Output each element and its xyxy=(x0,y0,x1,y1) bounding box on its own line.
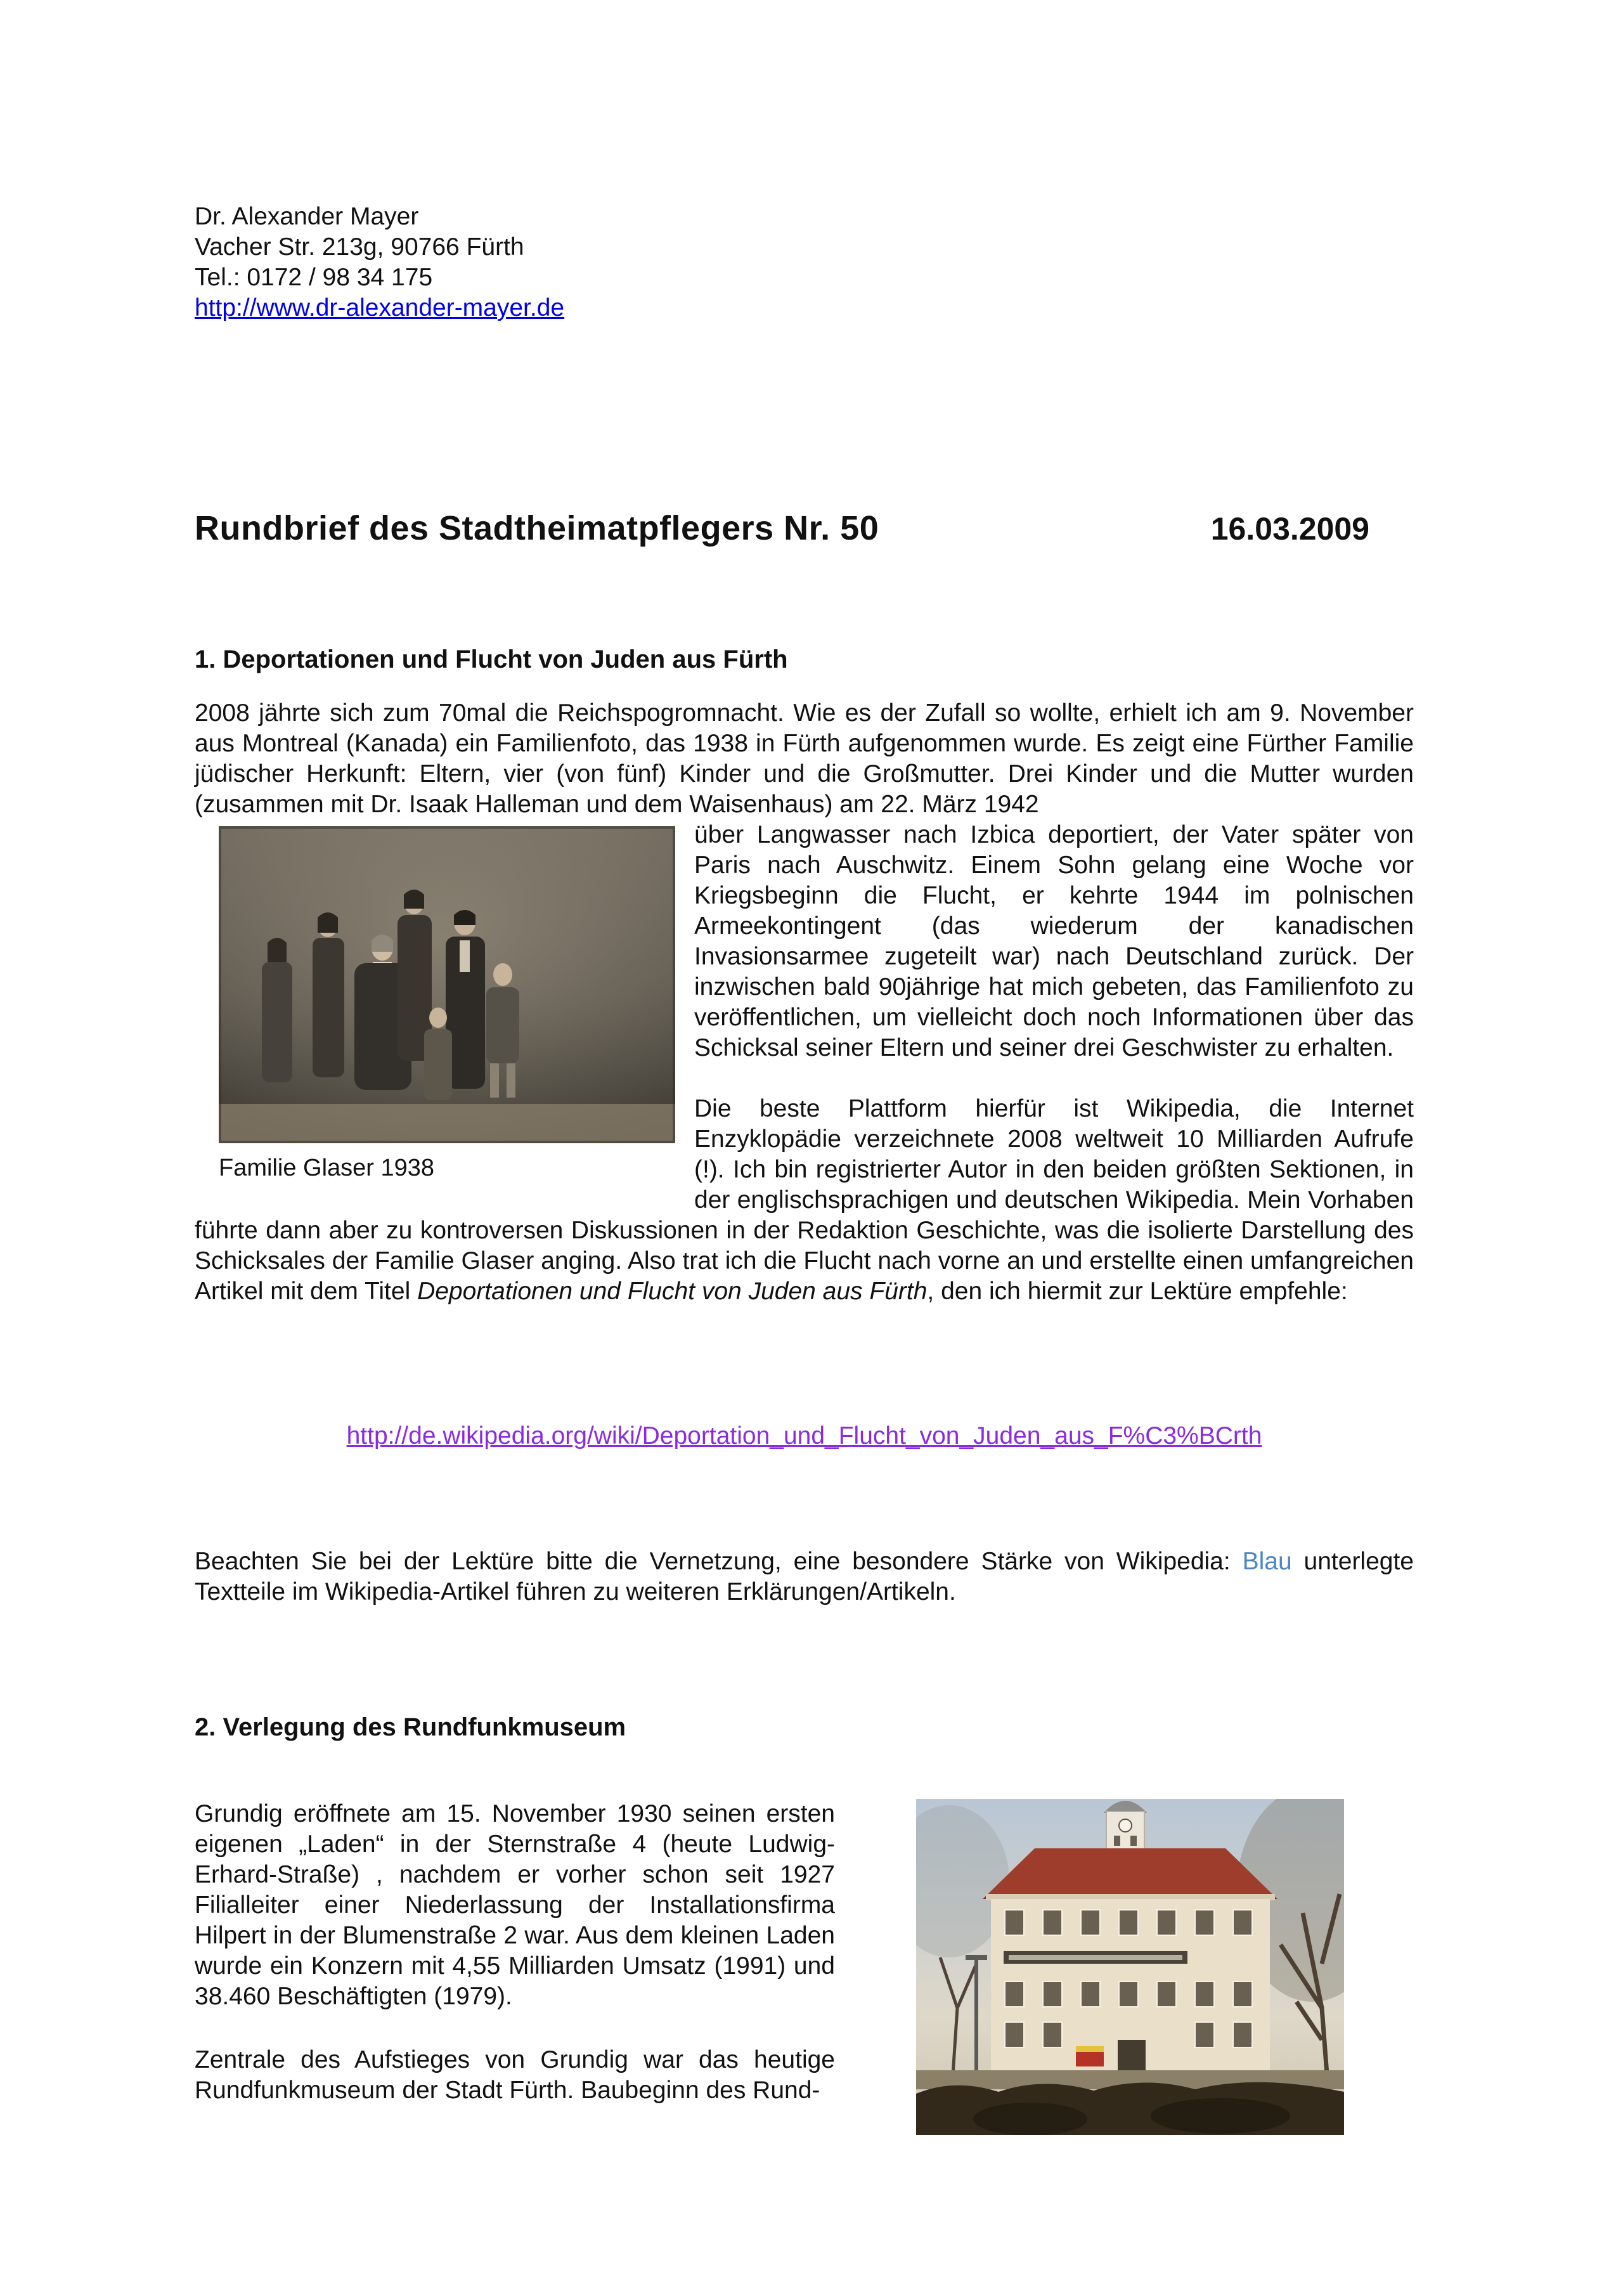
document-date: 16.03.2009 xyxy=(1210,510,1369,547)
section-rundfunkmuseum xyxy=(195,1712,1414,2135)
section2-columns xyxy=(195,1799,1414,2135)
section1-para4 xyxy=(195,1547,1414,1607)
sender-address: Vacher Str. 213g, 90766 Fürth xyxy=(195,233,524,261)
sender-block xyxy=(195,202,1414,323)
document-title: Rundbrief des Stadtheimatpflegers Nr. 50 xyxy=(195,509,879,547)
section1-para2: über Langwasser nach Izbica deportiert, der Vater später von Paris nach Auschwitz. Einem Sohn gelang eine Woche vor Kriegsbeginn die Flucht, er kehrte 1944 im polnischen Armeekontingent (das wiederum der kanadischen Invasionsarmee zugeteilt war) nach Deutschland zurück. Der inzwischen bald 90jährige hat mich gebeten, das Familienfoto zu veröffentlichen, um vielleicht doch noch Informationen über das Schicksal seiner Eltern und seiner drei Geschwister zu erhalten. xyxy=(694,821,1414,1062)
section2-para2: Zentrale des Aufstieges von Grundig war das heutige Rundfunkmuseum der Stadt Fürth. Baubeginn des Rund- xyxy=(195,2046,835,2104)
para3-text-start: Die beste Plattform hierfür ist Wikipedia, die Internet Enzyklopädie verzeichnete 2008 weltweit 10 Milliarden Aufrufe (!). Ich bin registrierter Autor in den beiden größten Sektionen, in der englischsprachigen und deutschen Wikipedia. Mein Vorhaben führte dann aber zu kontroversen Diskussionen in der Redaktion Geschichte, was die isolierte Darstellung des Schicksales der Familie Glaser anging. Also trat ich die Flucht nach vorne an und erstellte einen umfangreichen Artikel mit dem Titel xyxy=(195,1095,1414,1305)
sender-phone: Tel.: 0172 / 98 34 175 xyxy=(195,263,433,291)
sender-name: Dr. Alexander Mayer xyxy=(195,203,419,230)
section2-heading: 2. Verlegung des Rundfunkmuseum xyxy=(195,1713,626,1741)
family-portrait-photo xyxy=(219,826,675,1143)
rundfunkmuseum-building-photo xyxy=(916,1799,1344,2135)
wikipedia-article-link[interactable]: http://de.wikipedia.org/wiki/Deportation_und_Flucht_von_Juden_aus_F%C3%BCrth xyxy=(346,1422,1262,1450)
title-row xyxy=(195,507,1414,549)
para3-text-end: , den ich hiermit zur Lektüre empfehle: xyxy=(927,1277,1348,1305)
para4-blau-word: Blau xyxy=(1242,1547,1292,1575)
family-photo-figure xyxy=(219,826,675,1183)
para3-article-title: Deportationen und Flucht von Juden aus Fürth xyxy=(417,1277,928,1305)
para4-text-end: unterlegte Textteile im Wikipedia-Artikel führen zu weiteren Erklärungen/Artikeln. xyxy=(195,1547,1414,1605)
section1-para1: 2008 jährte sich zum 70mal die Reichspogromnacht. Wie es der Zufall so wollte, erhielt ich am 9. November aus Montreal (Kanada) ein Familienfoto, das 1938 in Fürth aufgenommen wurde. Es zeigt eine Fürther Familie jüdischer Herkunft: Eltern, vier (von fünf) Kinder und die Großmutter. Drei Kinder und die Mutter wurden (zusammen mit Dr. Isaak Halleman und dem Waisenhaus) am 22. März 1942 xyxy=(195,699,1414,819)
building-photo-figure xyxy=(916,1799,1344,2135)
section2-text-column xyxy=(195,1799,835,2135)
wikipedia-link-row xyxy=(195,1421,1414,1451)
family-photo-caption: Familie Glaser 1938 xyxy=(219,1155,435,1182)
sender-website-link[interactable]: http://www.dr-alexander-mayer.de xyxy=(195,294,565,321)
section-deportationen xyxy=(195,644,1414,1607)
para4-text-start: Beachten Sie bei der Lektüre bitte die Vernetzung, eine besondere Stärke von Wikipedia: xyxy=(195,1547,1243,1575)
section1-heading: 1. Deportationen und Flucht von Juden aus Fürth xyxy=(195,645,788,674)
section2-para1: Grundig eröffnete am 15. November 1930 seinen ersten eigenen „Laden“ in der Sternstraße 4 (heute Ludwig-Erhard-Straße) , nachdem er vorher schon seit 1927 Filialleiter einer Niederlassung der Installationsfirma Hilpert in der Blumenstraße 2 war. Aus dem kleinen Laden wurde ein Konzern mit 4,55 Milliarden Umsatz (1991) und 38.460 Beschäftigten (1979). xyxy=(195,1800,835,2010)
